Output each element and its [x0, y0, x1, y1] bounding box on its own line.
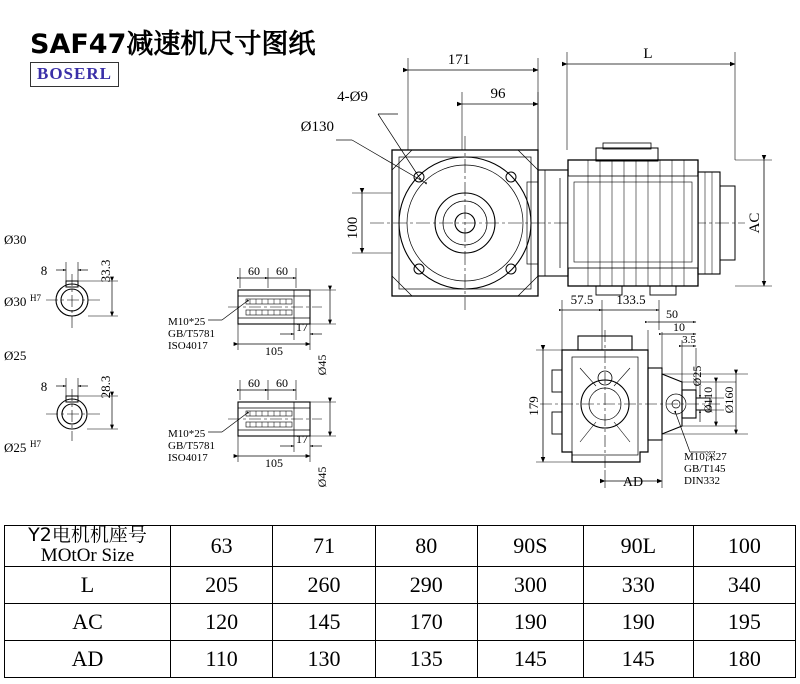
note-GBT5781-a: GB/T5781 — [168, 328, 216, 340]
note-GBT145: GB/T145 — [684, 463, 726, 475]
dim-100: 100 — [345, 216, 361, 240]
dim-60-b1: 60 — [248, 376, 260, 390]
note-M10-depth: M10深27 — [684, 451, 727, 463]
dim-D45-b: Ø45 — [315, 466, 329, 488]
table-cell: 110 — [171, 640, 273, 677]
dim-D25-side: Ø25 — [690, 365, 704, 387]
dim-AC: AC — [747, 212, 763, 234]
table-cell: 130 — [273, 640, 375, 677]
label-D25: Ø25 — [4, 348, 27, 363]
table-cell: 145 — [477, 640, 583, 677]
dim-179: 179 — [526, 396, 541, 416]
label-D30H7-sfx: H7 — [30, 293, 41, 303]
table-header-cell: 80 — [375, 526, 477, 567]
dim-171: 171 — [447, 52, 471, 68]
table-cell: 300 — [477, 566, 583, 603]
dim-105-b: 105 — [265, 456, 283, 470]
brand-logo: BOSERL — [30, 62, 119, 87]
table-cell: 195 — [693, 603, 795, 640]
dim-33-3: 33.3 — [98, 259, 113, 283]
spec-table — [4, 525, 796, 678]
dim-105-a: 105 — [265, 344, 283, 358]
dim-D160: Ø160 — [722, 386, 736, 414]
dim-3-5: 3.5 — [682, 334, 696, 346]
dim-60-a1: 60 — [248, 264, 260, 278]
note-M10x25-a: M10*25 — [168, 316, 206, 328]
dim-4xD9: 4-Ø9 — [337, 89, 368, 105]
table-cell: 340 — [693, 566, 795, 603]
dim-D130: Ø130 — [300, 119, 334, 135]
dim-60-b2: 60 — [276, 376, 288, 390]
table-cell: 145 — [583, 640, 693, 677]
dim-key8-a: 8 — [40, 263, 48, 278]
dim-50: 50 — [666, 307, 678, 321]
table-cell: 205 — [171, 566, 273, 603]
dim-10: 10 — [673, 320, 685, 334]
note-M10x25-b: M10*25 — [168, 428, 206, 440]
page-title: SAF47减速机尺寸图纸 — [30, 29, 316, 60]
note-ISO4017-b: ISO4017 — [168, 452, 208, 464]
dim-28-3: 28.3 — [98, 375, 113, 399]
row-label: L — [5, 566, 171, 603]
table-header-cell: 90L — [583, 526, 693, 567]
note-DIN332: DIN332 — [684, 475, 721, 487]
dim-D110: Ø110 — [701, 386, 715, 414]
table-cell: 330 — [583, 566, 693, 603]
dim-D45-a: Ø45 — [315, 354, 329, 376]
row-label: AD — [5, 640, 171, 677]
table-header-label — [5, 526, 171, 567]
table-cell: 190 — [477, 603, 583, 640]
table-cell: 260 — [273, 566, 375, 603]
dim-L: L — [643, 46, 653, 62]
label-D25H7: Ø25 — [4, 440, 27, 455]
label-D30H7: Ø30 — [4, 294, 27, 309]
table-cell: 170 — [375, 603, 477, 640]
table-header-cell: 71 — [273, 526, 375, 567]
dim-60-a2: 60 — [276, 264, 288, 278]
dim-key8-b: 8 — [40, 379, 48, 394]
table-cell: 145 — [273, 603, 375, 640]
table-header-row — [5, 526, 796, 567]
table-cell: 190 — [583, 603, 693, 640]
table-header-label-cn: Y2电机机座号 — [28, 524, 147, 546]
table-header-cell: 90S — [477, 526, 583, 567]
table-cell: 290 — [375, 566, 477, 603]
label-D30: Ø30 — [4, 232, 27, 247]
table-row — [5, 566, 796, 603]
dim-17-b: 17 — [296, 432, 308, 446]
dim-AD: AD — [622, 475, 644, 490]
table-cell: 120 — [171, 603, 273, 640]
table-header-label-en: MOtOr Size — [40, 544, 135, 566]
dim-96: 96 — [490, 86, 506, 102]
label-D25H7-sfx: H7 — [30, 439, 41, 449]
dim-133-5: 133.5 — [616, 292, 646, 307]
table-row — [5, 640, 796, 677]
dim-17-a: 17 — [296, 320, 308, 334]
dim-57-5: 57.5 — [570, 292, 594, 307]
row-label: AC — [5, 603, 171, 640]
note-ISO4017-a: ISO4017 — [168, 340, 208, 352]
table-header-cell: 63 — [171, 526, 273, 567]
table-header-cell: 100 — [693, 526, 795, 567]
table-row — [5, 603, 796, 640]
table-cell: 180 — [693, 640, 795, 677]
note-GBT5781-b: GB/T5781 — [168, 440, 216, 452]
table-cell: 135 — [375, 640, 477, 677]
